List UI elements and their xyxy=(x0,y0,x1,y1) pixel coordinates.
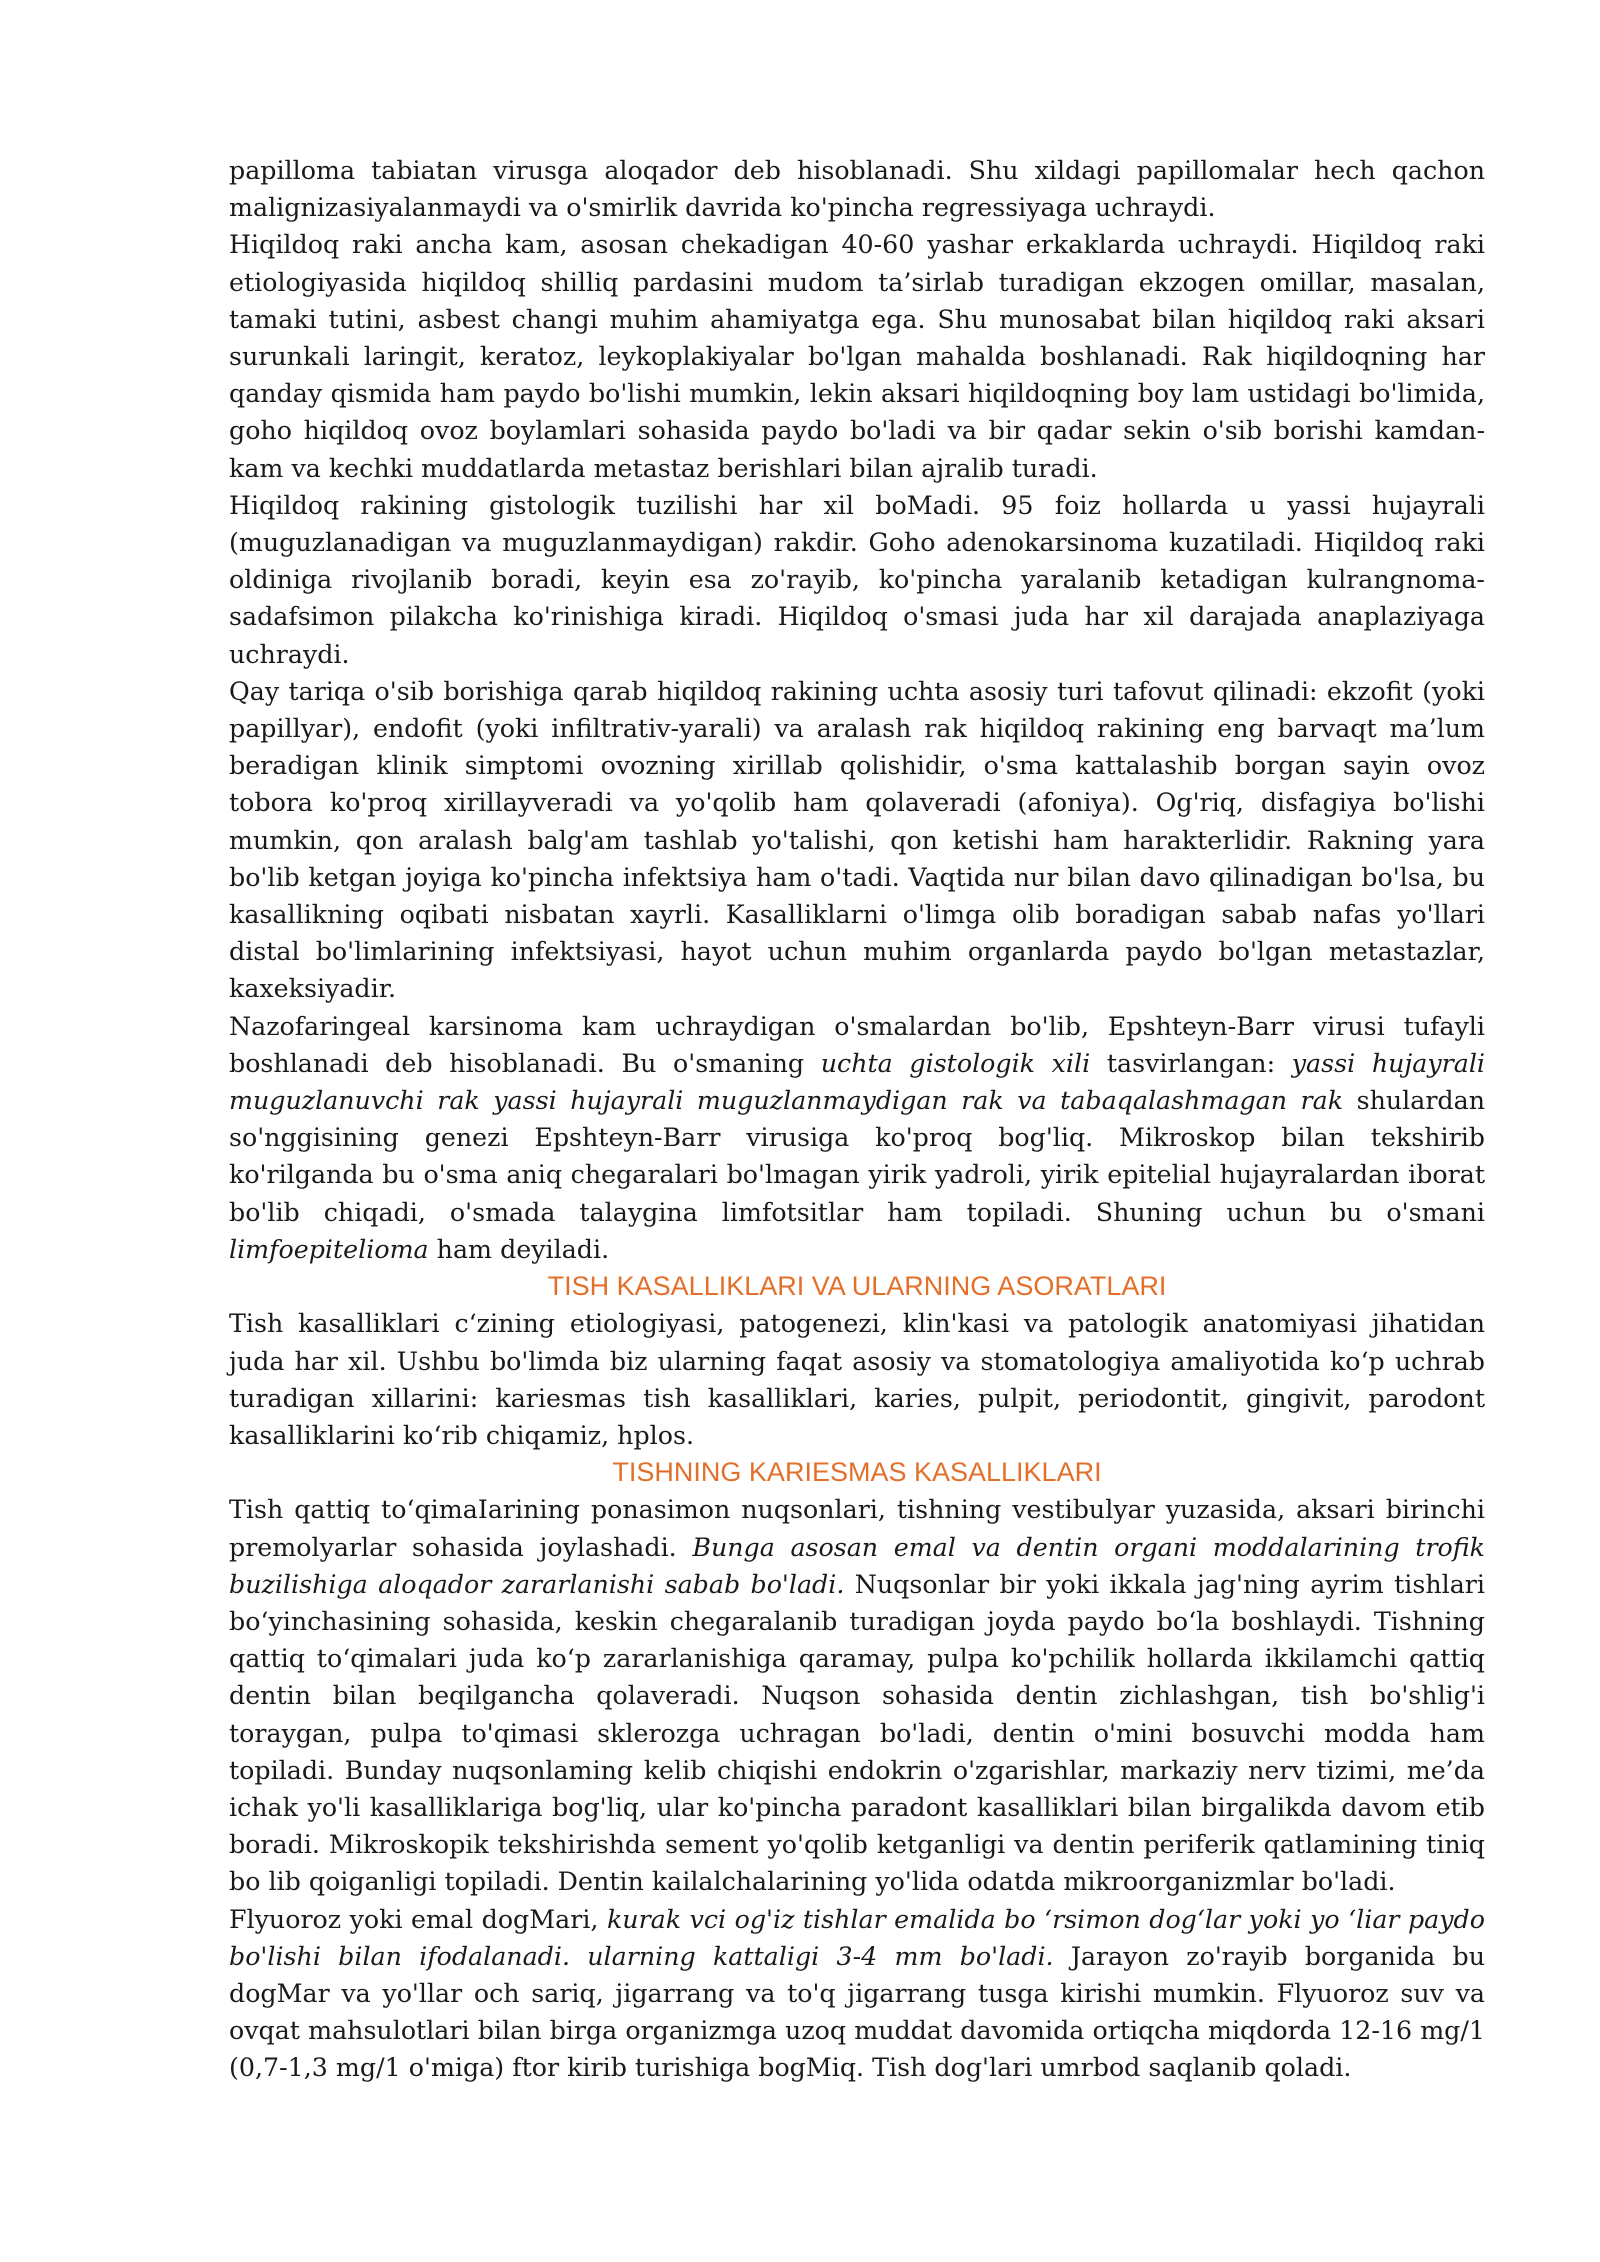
paragraph-nasopharyngeal-carcinoma xyxy=(229,1008,1485,1268)
paragraph-wedge-defects xyxy=(229,1491,1485,1900)
italic-run: yassi hujayrali muguzlanuvchi rak yassi hujayrali muguzlanmaydigan rak va tabaqalashmagan rak xyxy=(229,1048,1485,1116)
paragraph-larynx-growth-types: Qay tariqa o'sib borishiga qarab hiqildoq rakining uchta asosiy turi tafovut qilinadi: ekzofit (yoki papillyar), endofit (yoki infiltrativ-yarali) va aralash rak hiqildoq rakining eng barvaqt ma’lum beradigan klinik simptomi ovozning xirillab qolishidir, o'sma kattalashib borgan sayin ovoz tobora ko'proq xirillayveradi va yo'qolib ham qolaveradi (afoniya). Og'riq, disfagiya bo'lishi mumkin, qon aralash balg'am tashlab yo'talishi, qon ketishi ham harakterlidir. Rakning yara bo'lib ketgan joyiga ko'pincha infektsiya ham o'tadi. Vaqtida nur bilan davo qilinadigan bo'lsa, bu kasallikning oqibati nisbatan xayrli. Kasalliklarni o'limga olib boradigan sabab nafas yo'llari distal bo'limlarining infektsiyasi, hayot uchun muhim organlarda paydo bo'lgan metastazlar, kaxeksiyadir. xyxy=(229,676,1485,1004)
paragraph-tooth-diseases-intro: Tish kasalliklari c‘zining etiologiyasi, patogenezi, klin'kasi va patologik anatomiyasi jihatidan juda har xil. Ushbu bo'limda biz ularning faqat asosiy va stomatologiya amaliyotida ko‘p uchrab turadigan xillarini: kariesmas tish kasalliklari, karies, pulpit, periodontit, gingivit, parodont kasalliklarini ko‘rib chiqamiz, hplos. xyxy=(229,1309,1485,1450)
paragraph-larynx-histology: Hiqildoq rakining gistologik tuzilishi har xil boMadi. 95 foiz hollarda u yassi hujayrali (muguzlanadigan va muguzlanmaydigan) rakdir. Goho adenokarsinoma kuzatiladi. Hiqildoq raki oldiniga rivojlanib boradi, keyin esa zo'rayib, ko'pincha yaralanib ketadigan kulrangnoma-sadafsimon pilakcha ko'rinishiga kiradi. Hiqildoq o'smasi juda har xil darajada anaplaziyaga uchraydi. xyxy=(229,490,1485,669)
section-heading-tooth-diseases: TISH KASALLIKLARI VA ULARNING ASORATLARI xyxy=(547,1271,1167,1302)
text-run: Nazofaringeal karsinoma kam uchraydigan o'smalardan bo'lib, Epshteyn-Barr virusi tufayli boshlanadi deb hisoblanadi. Bu o'smaning xyxy=(229,1011,1485,1078)
section-heading-noncarious-diseases: TISHNING KARIESMAS KASALLIKLARI xyxy=(612,1457,1102,1488)
italic-run: Bunga asosan emal va dentin organi moddalarining trofik buzilishiga aloqador zararlanishi sabab bo'ladi. xyxy=(229,1532,1485,1599)
paragraph-papilloma: papilloma tabiatan virusga aloqador deb hisoblanadi. Shu xildagi papillomalar hech qachon malignizasiyalanmaydi va o'smirlik davrida ko'pincha regressiyaga uchraydi. xyxy=(229,156,1485,223)
text-run: tasvirlangan: xyxy=(1090,1048,1292,1078)
text-run: Jarayon zo'rayib borganida bu dogMar va yo'llar och sariq, jigarrang va to'q jigarrang tusga kirishi mumkin. Flyuoroz suv va ovqat mahsulotlari bilan birga organizmga uzoq muddat davomida ortiqcha miqdorda 12-16 mg/1 (0,7-1,3 mg/1 o'miga) ftor kirib turishiga bogMiq. Tish dog'lari umrbod saqlanib qoladi. xyxy=(229,1941,1485,2083)
text-run: shulardan so'nggisining genezi Epshteyn-Barr virusiga ko'proq bog'liq. Mikroskop bilan tekshirib ko'rilganda bu o'sma aniq chegaralari bo'lmagan yirik yadroli, yirik epitelial hujayralardan iborat bo'lib chiqadi, o'smada talaygina limfotsitlar ham topiladi. Shuning uchun bu o'smani xyxy=(229,1086,1485,1227)
paragraph-larynx-cancer: Hiqildoq raki ancha kam, asosan chekadigan 40-60 yashar erkaklarda uchraydi. Hiqildoq raki etiologiyasida hiqildoq shilliq pardasini mudom ta’sirlab turadigan ekzogen omillar, masalan, tamaki tutini, asbest changi muhim ahamiyatga ega. Shu munosabat bilan hiqildoq raki aksari surunkali laringit, keratoz, leykoplakiyalar bo'lgan mahalda boshlanadi. Rak hiqildoqning har qanday qismida ham paydo bo'lishi mumkin, lekin aksari hiqildoqning boy lam ustidagi bo'limida, goho hiqildoq ovoz boylamlari sohasida paydo bo'ladi va bir qadar sekin o'sib borishi kamdan-kam va kechki muddatlarda metastaz berishlari bilan ajralib turadi. xyxy=(229,230,1485,483)
text-run: ham deyiladi. xyxy=(428,1234,610,1264)
italic-run: kurak vci og'iz tishlar emalida bo ‘rsimon dog‘lar yoki yo ‘liar paydo bo'lishi bilan ifodalanadi. ularning kattaligi 3-4 mm bo'ladi. xyxy=(229,1904,1485,1971)
text-run: Nuqsonlar bir yoki ikkala jag'ning ayrim tishlari bo‘yinchasining sohasida, keskin chegaralanib turadigan joyda paydo bo‘la boshlaydi. Tishning qattiq to‘qimalari juda ko‘p zararlanishiga qaramay, pulpa ko'pchilik hollarda ikkilamchi qattiq dentin bilan beqilgancha qolaveradi. Nuqson sohasida dentin zichlashgan, tish bo'shlig'i toraygan, pulpa to'qimasi sklerozga uchragan bo'ladi, dentin o'mini bosuvchi modda ham topiladi. Bunday nuqsonlaming kelib chiqishi endokrin o'zgarishlar, markaziy nerv tizimi, me’da ichak yo'li kasalliklariga bog'liq, ular ko'pincha paradont kasalliklari bilan birgalikda davom etib boradi. Mikroskopik tekshirishda sement yo'qolib ketganligi va dentin periferik qatlamining tiniq bo lib qoiganligi topiladi. Dentin kailalchalarining yo'lida odatda mikroorganizmlar bo'ladi. xyxy=(229,1569,1485,1897)
paragraph-fluorosis xyxy=(229,1901,1485,2087)
italic-run: uchta gistologik xili xyxy=(820,1048,1091,1078)
document-page xyxy=(229,152,1485,2087)
text-run: Flyuoroz yoki emal dogMari, xyxy=(229,1904,607,1934)
text-run: Tish qattiq to‘qimaIarining ponasimon nuqsonlari, tishning vestibulyar yuzasida, aksari birinchi premolyarlar sohasida joylashadi. xyxy=(229,1495,1485,1562)
italic-run: limfoepitelioma xyxy=(229,1234,429,1264)
